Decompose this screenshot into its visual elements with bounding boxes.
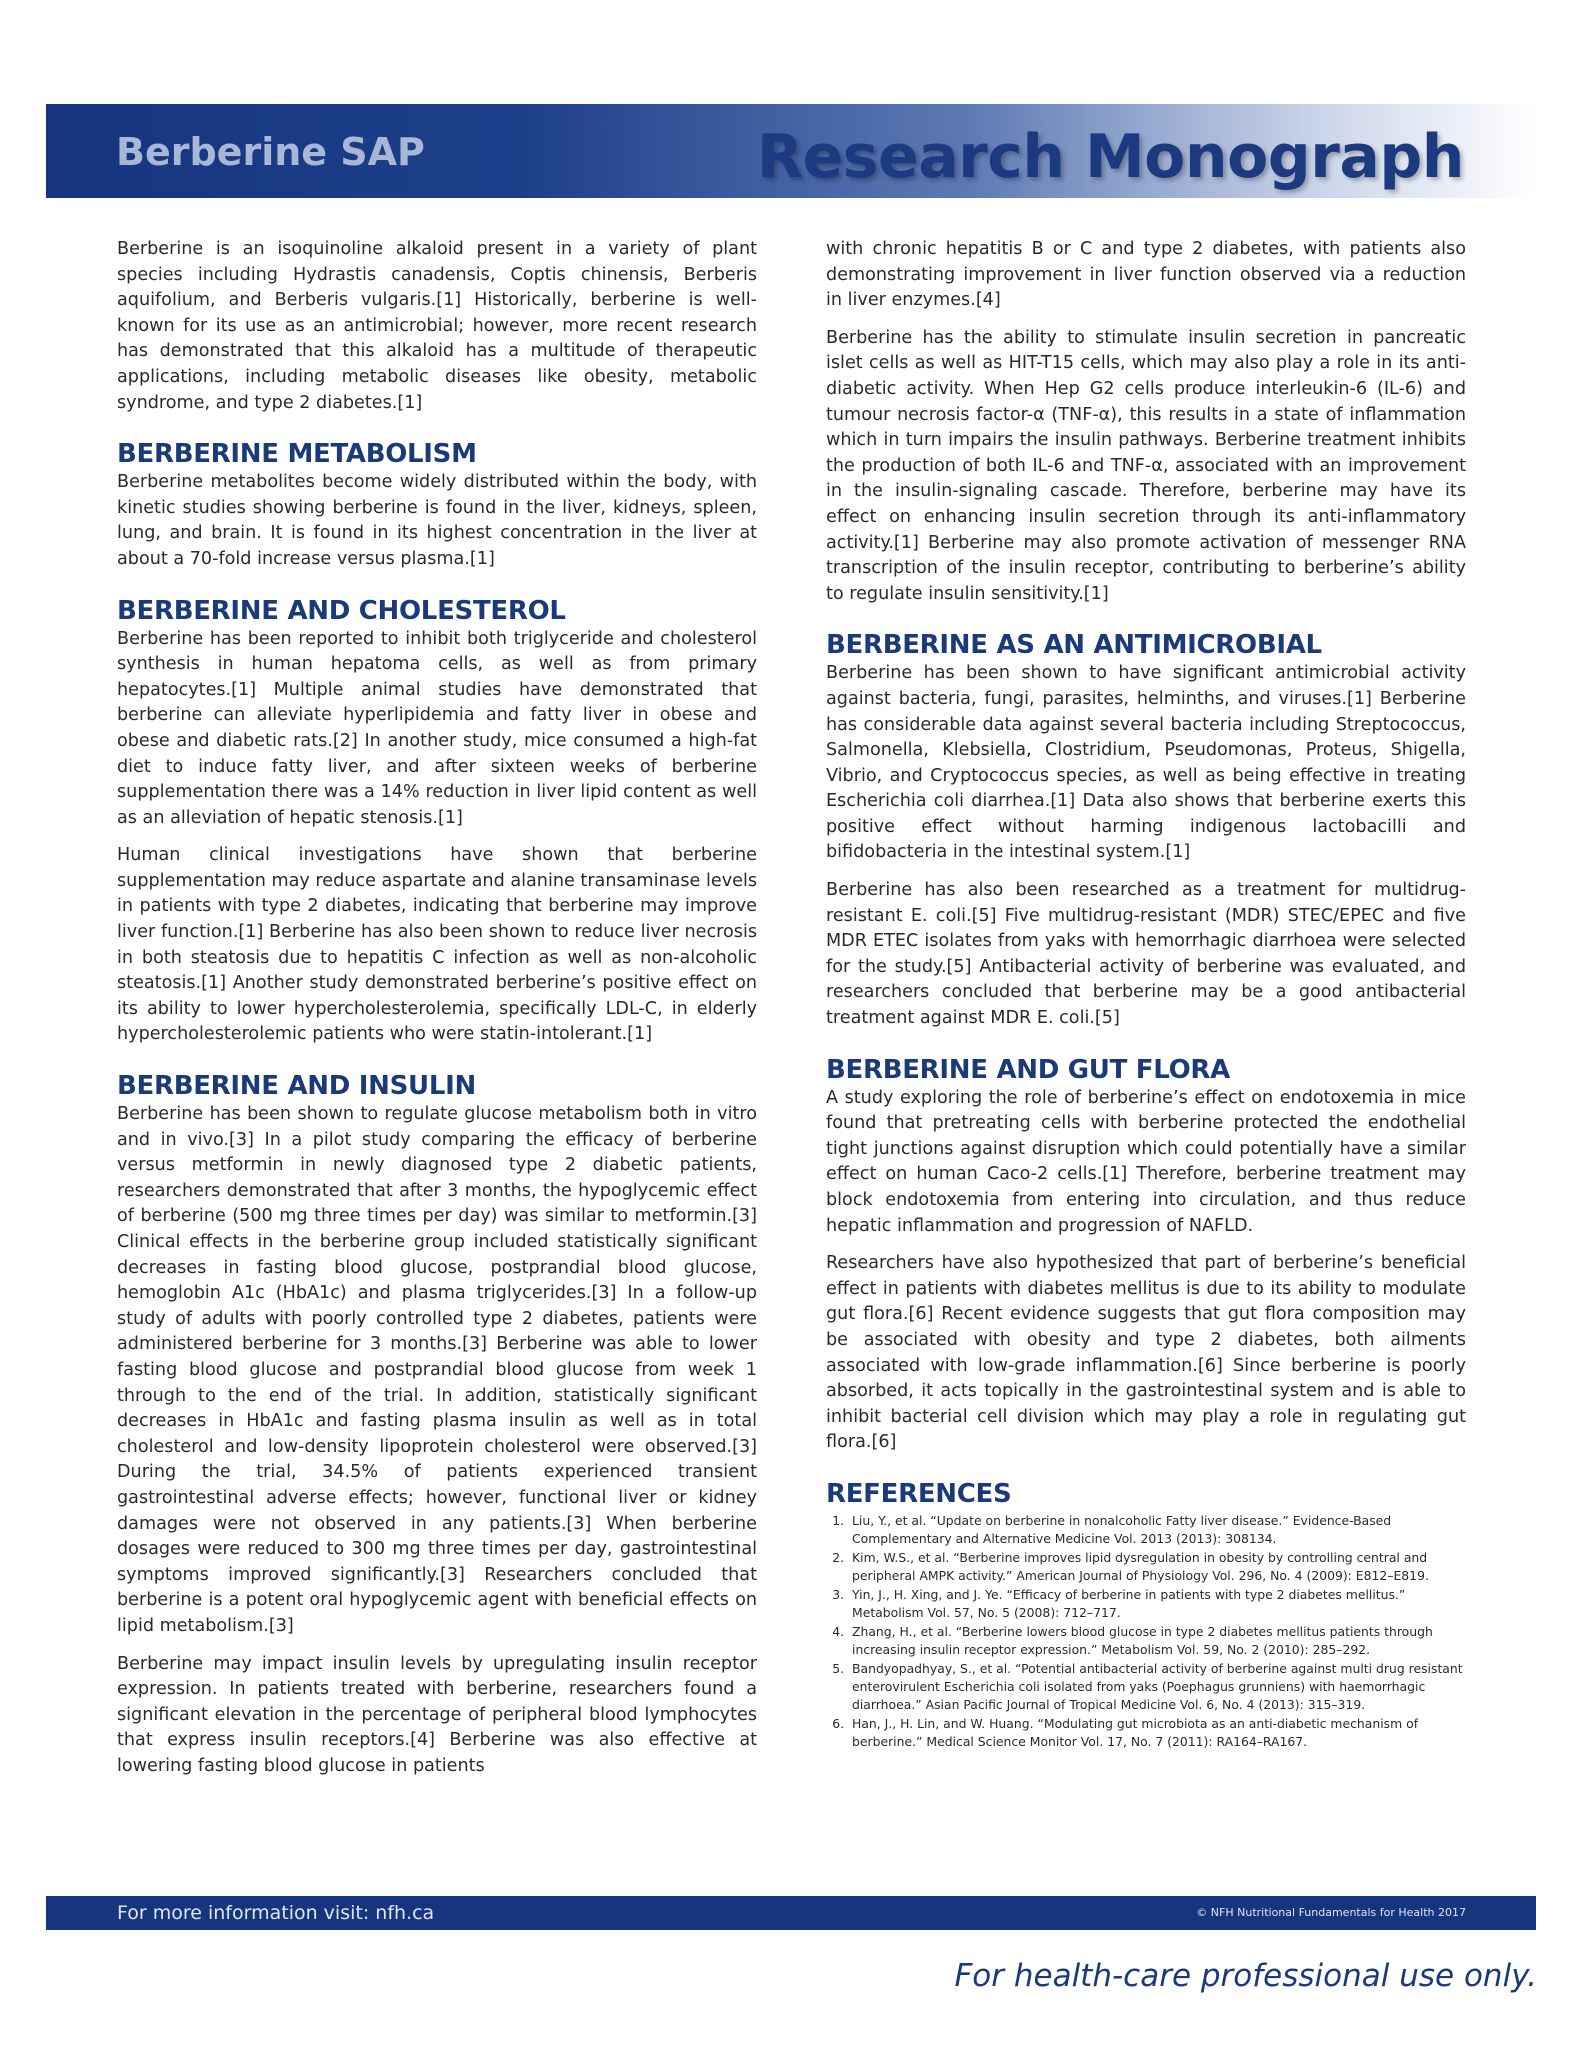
section-heading-antimicrobial: BERBERINE AS AN ANTIMICROBIAL bbox=[826, 630, 1322, 661]
reference-item: 3. Yin, J., H. Xing, and J. Ye. “Efficacy of berberine in patients with type 2 diabetes mellitus.” Metabolism Vol. 57, No. 5 (2008): 712–717. bbox=[848, 1586, 1466, 1622]
left-column bbox=[117, 237, 757, 1791]
antimicrobial-paragraph-2: Berberine has also been researched as a treatment for multidrug-resistant E. coli.[5] Five multidrug-resistant (MDR) STEC/EPEC and five MDR ETEC isolates from yaks with hemorrhagic diarrhoea were selected for the study.[5] Antibacterial activity of berberine was evaluated, and researchers concluded that berberine may be a good antibacterial treatment against MDR E. coli.[5] bbox=[826, 880, 1466, 1029]
footer-copyright: © NFH Nutritional Fundamentals for Health 2017 bbox=[1196, 1906, 1466, 1919]
product-name: Berberine SAP bbox=[116, 130, 425, 174]
gut-flora-paragraph-1: A study exploring the role of berberine’s effect on endotoxemia in mice found that pretreating cells with berberine protected the endothelial tight junctions against disruption which could potentially have a similar effect on human Caco-2 cells.[1] Therefore, berberine treatment may block endotoxemia from entering into circulation, and thus reduce hepatic inflammation and progression of NAFLD. bbox=[826, 1087, 1466, 1236]
section-heading-references: REFERENCES bbox=[826, 1478, 1012, 1509]
antimicrobial-paragraph-1: Berberine has been shown to have significant antimicrobial activity against bacteria, fungi, parasites, helminths, and viruses.[1] Berberine has considerable data against several bacteria including Streptococcus, Salmonella, Klebsiella, Clostridium, Pseudomonas, Proteus, Shigella, Vibrio, and Cryptococcus species, as well as being effective in treating Escherichia coli diarrhea.[1] Data also shows that berberine exerts this positive effect without harming indigenous lactobacilli and bifidobacteria in the intestinal system.[1] bbox=[826, 663, 1466, 863]
insulin-paragraph-2: Berberine may impact insulin levels by upregulating insulin receptor expression. In patients treated with berberine, researchers found a significant elevation in the percentage of peripheral blood lymphocytes that express insulin receptors.[4] Berberine was also effective at lowering fasting blood glucose in patients bbox=[117, 1653, 757, 1776]
document-type-title: Research Monograph bbox=[756, 122, 1464, 192]
section-heading-metabolism: BERBERINE METABOLISM bbox=[117, 439, 477, 470]
reference-item: 6. Han, J., H. Lin, and W. Huang. “Modulating gut microbiota as an anti-diabetic mechanism of berberine.” Medical Science Monitor Vol. 17, No. 7 (2011): RA164–RA167. bbox=[848, 1715, 1466, 1751]
reference-item: 4. Zhang, H., et al. “Berberine lowers blood glucose in type 2 diabetes mellitus patients through increasing insulin receptor expression.” Metabolism Vol. 59, No. 2 (2010): 285–292. bbox=[848, 1623, 1466, 1659]
reference-item: 1. Liu, Y., et al. “Update on berberine in nonalcoholic Fatty liver disease.” Evidence-Based Complementary and Alternative Medicine Vol. 2013 (2013): 308134. bbox=[848, 1512, 1466, 1548]
insulin-paragraph-1: Berberine has been shown to regulate glucose metabolism both in vitro and in vivo.[3] In a pilot study comparing the efficacy of berberine versus metformin in newly diagnosed type 2 diabetic patients, researchers demonstrated that after 3 months, the hypoglycemic effect of berberine (500 mg three times per day) was similar to metformin.[3] Clinical effects in the berberine group included statistically significant decreases in fasting blood glucose, postprandial blood glucose, hemoglobin A1c (HbA1c) and plasma triglycerides.[3] In a follow-up study of adults with poorly controlled type 2 diabetes, patients were administered berberine for 3 months.[3] Berberine was able to lower fasting blood glucose and postprandial blood glucose from week 1 through to the end of the trial. In addition, statistically significant decreases in HbA1c and fasting plasma insulin as well as in total cholesterol and low-density lipoprotein cholesterol were observed.[3] During the trial, 34.5% of patients experienced transient gastrointestinal adverse effects; however, functional liver or kidney damages were not observed in any patients.[3] When berberine dosages were reduced to 300 mg three times per day, gastrointestinal symptoms improved significantly.[3] Researchers concluded that berberine is a potent oral hypoglycemic agent with beneficial effects on lipid metabolism.[3] bbox=[117, 1104, 757, 1636]
insulin-continued-paragraph-1: with chronic hepatitis B or C and type 2 diabetes, with patients also demonstrating improvement in liver function observed via a reduction in liver enzymes.[4] bbox=[826, 239, 1466, 311]
reference-item: 2. Kim, W.S., et al. “Berberine improves lipid dysregulation in obesity by controlling central and peripheral AMPK activity.” American Journal of Physiology Vol. 296, No. 4 (2009): E812–E819. bbox=[848, 1549, 1466, 1585]
professional-use-disclaimer: For health-care professional use only. bbox=[954, 1958, 1537, 1994]
intro-paragraph: Berberine is an isoquinoline alkaloid present in a variety of plant species including Hydrastis canadensis, Coptis chinensis, Berberis aquifolium, and Berberis vulgaris.[1] Historically, berberine is well-known for its use as an antimicrobial; however, more recent research has demonstrated that this alkaloid has a multitude of therapeutic applications, including metabolic diseases like obesity, metabolic syndrome, and type 2 diabetes.[1] bbox=[117, 239, 757, 413]
cholesterol-paragraph-1: Berberine has been reported to inhibit both triglyceride and cholesterol synthesis in human hepatoma cells, as well as from primary hepatocytes.[1] Multiple animal studies have demonstrated that berberine can alleviate hyperlipidemia and fatty liver in obese and obese and diabetic rats.[2] In another study, mice consumed a high-fat diet to induce fatty liver, and after sixteen weeks of berberine supplementation there was a 14% reduction in liver lipid content as well as an alleviation of hepatic stenosis.[1] bbox=[117, 628, 757, 828]
references-list bbox=[826, 1512, 1466, 1751]
footer-info-link[interactable]: For more information visit: nfh.ca bbox=[117, 1902, 435, 1924]
header-banner bbox=[46, 104, 1536, 198]
right-column bbox=[826, 237, 1466, 1752]
section-heading-gut-flora: BERBERINE AND GUT FLORA bbox=[826, 1054, 1230, 1085]
section-heading-insulin: BERBERINE AND INSULIN bbox=[117, 1071, 476, 1102]
metabolism-paragraph: Berberine metabolites become widely distributed within the body, with kinetic studies showing berberine is found in the liver, kidneys, spleen, lung, and brain. It is found in its highest concentration in the liver at about a 70-fold increase versus plasma.[1] bbox=[117, 472, 757, 569]
insulin-continued-paragraph-2: Berberine has the ability to stimulate insulin secretion in pancreatic islet cells as well as HIT-T15 cells, which may also play a role in its anti-diabetic activity. When Hep G2 cells produce interleukin-6 (IL-6) and tumour necrosis factor-α (TNF-α), this results in a state of inflammation which in turn impairs the insulin pathways. Berberine treatment inhibits the production of both IL-6 and TNF-α, associated with an improvement in the insulin-signaling cascade. Therefore, berberine may have its effect on enhancing insulin secretion through its anti-inflammatory activity.[1] Berberine may also promote activation of messenger RNA transcription of the insulin receptor, contributing to berberine’s ability to regulate insulin sensitivity.[1] bbox=[826, 327, 1466, 604]
gut-flora-paragraph-2: Researchers have also hypothesized that part of berberine’s beneficial effect in patients with diabetes mellitus is due to its ability to modulate gut flora.[6] Recent evidence suggests that gut flora composition may be associated with obesity and type 2 diabetes, both ailments associated with low-grade inflammation.[6] Since berberine is poorly absorbed, it acts topically in the gastrointestinal system and is able to inhibit bacterial cell division which may play a role in regulating gut flora.[6] bbox=[826, 1253, 1466, 1453]
footer-bar bbox=[46, 1896, 1536, 1930]
cholesterol-paragraph-2: Human clinical investigations have shown that berberine supplementation may reduce aspartate and alanine transaminase levels in patients with type 2 diabetes, indicating that berberine may improve liver function.[1] Berberine has also been shown to reduce liver necrosis in both steatosis due to hepatitis C infection as well as non-alcoholic steatosis.[1] Another study demonstrated berberine’s positive effect on its ability to lower hypercholesterolemia, specifically LDL-C, in elderly hypercholesterolemic patients who were statin-intolerant.[1] bbox=[117, 845, 757, 1045]
reference-item: 5. Bandyopadhyay, S., et al. “Potential antibacterial activity of berberine against multi drug resistant enterovirulent Escherichia coli isolated from yaks (Poephagus grunniens) with haemorrhagic diarrhoea.” Asian Pacific Journal of Tropical Medicine Vol. 6, No. 4 (2013): 315–319. bbox=[848, 1660, 1466, 1714]
section-heading-cholesterol: BERBERINE AND CHOLESTEROL bbox=[117, 595, 566, 626]
